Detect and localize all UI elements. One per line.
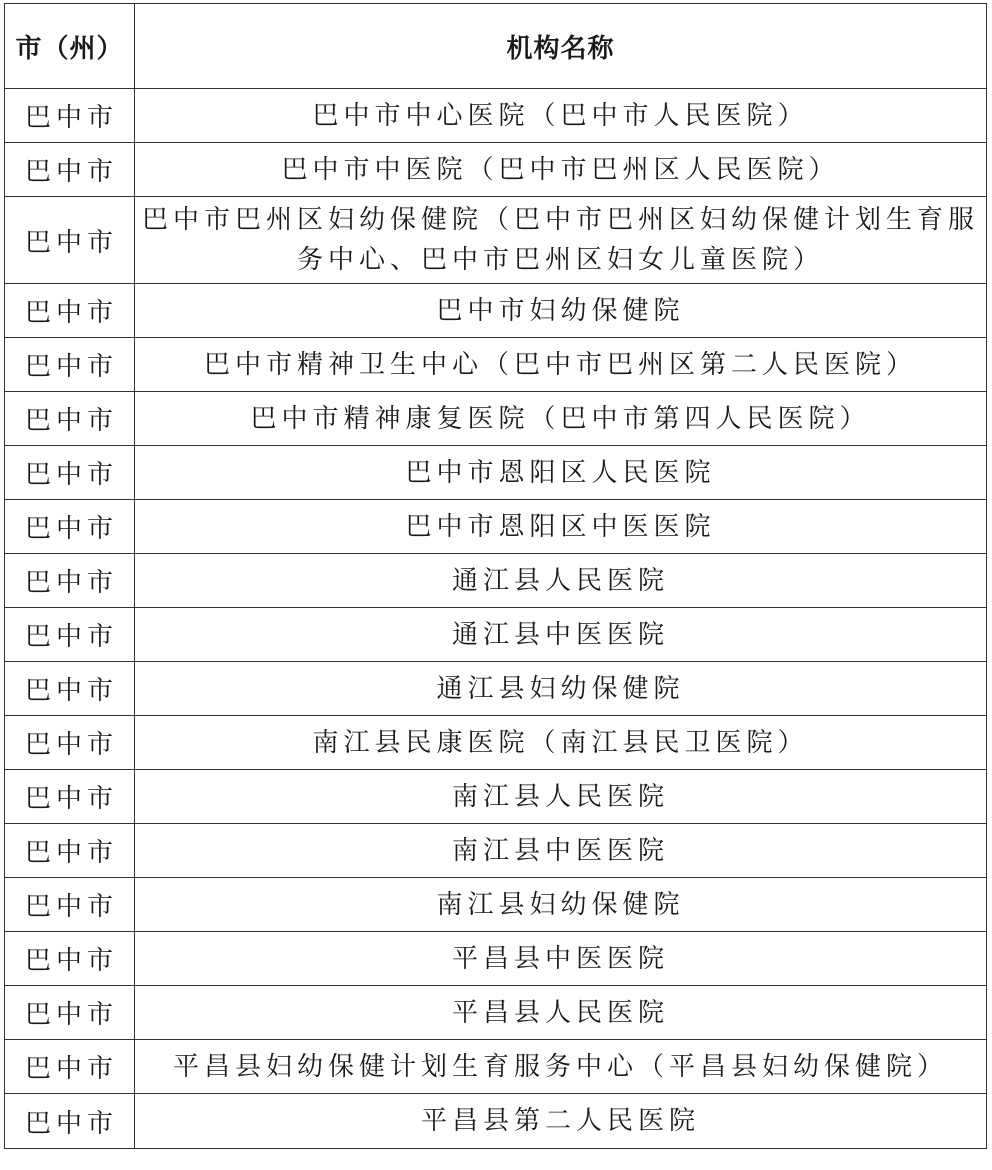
institution-name-cell: 南江县民康医院（南江县民卫医院）	[135, 716, 987, 770]
table-row	[5, 500, 987, 554]
institution-table	[4, 3, 987, 1149]
institution-name-cell: 平昌县妇幼保健计划生育服务中心（平昌县妇幼保健院）	[135, 1040, 987, 1094]
header-row	[5, 4, 987, 89]
institution-name-cell: 南江县中医医院	[135, 824, 987, 878]
institution-name-cell: 通江县妇幼保健院	[135, 662, 987, 716]
table-row	[5, 446, 987, 500]
institution-name-cell: 平昌县人民医院	[135, 986, 987, 1040]
table-row	[5, 986, 987, 1040]
city-cell: 巴中市	[5, 554, 135, 608]
institution-name-cell: 巴中市精神卫生中心（巴中市巴州区第二人民医院）	[135, 338, 987, 392]
institution-name-cell: 巴中市中心医院（巴中市人民医院）	[135, 89, 987, 143]
table-row	[5, 1094, 987, 1149]
institution-name-cell: 巴中市恩阳区人民医院	[135, 446, 987, 500]
institution-name-cell: 巴中市妇幼保健院	[135, 284, 987, 338]
city-cell: 巴中市	[5, 986, 135, 1040]
table-row	[5, 878, 987, 932]
table-row	[5, 554, 987, 608]
table-row	[5, 716, 987, 770]
table-row	[5, 770, 987, 824]
table-row	[5, 197, 987, 284]
city-cell: 巴中市	[5, 197, 135, 284]
institution-name-cell: 平昌县中医医院	[135, 932, 987, 986]
institution-name-cell: 通江县中医医院	[135, 608, 987, 662]
table-row	[5, 143, 987, 197]
institution-name-cell: 通江县人民医院	[135, 554, 987, 608]
city-cell: 巴中市	[5, 932, 135, 986]
city-cell: 巴中市	[5, 338, 135, 392]
institution-name-cell: 巴中市中医院（巴中市巴州区人民医院）	[135, 143, 987, 197]
table-row	[5, 284, 987, 338]
city-cell: 巴中市	[5, 878, 135, 932]
city-cell: 巴中市	[5, 662, 135, 716]
table-header	[5, 4, 987, 89]
city-cell: 巴中市	[5, 1040, 135, 1094]
institution-name-cell: 巴中市巴州区妇幼保健院（巴中市巴州区妇幼保健计划生育服务中心、巴中市巴州区妇女儿童医院）	[135, 197, 987, 284]
header-institution-name: 机构名称	[135, 4, 987, 89]
institution-name-cell: 南江县人民医院	[135, 770, 987, 824]
institution-name-cell: 南江县妇幼保健院	[135, 878, 987, 932]
table-body	[5, 89, 987, 1149]
city-cell: 巴中市	[5, 89, 135, 143]
table-row	[5, 608, 987, 662]
city-cell: 巴中市	[5, 284, 135, 338]
city-cell: 巴中市	[5, 1094, 135, 1149]
city-cell: 巴中市	[5, 500, 135, 554]
city-cell: 巴中市	[5, 824, 135, 878]
city-cell: 巴中市	[5, 446, 135, 500]
institution-name-cell: 平昌县第二人民医院	[135, 1094, 987, 1149]
table-row	[5, 338, 987, 392]
city-cell: 巴中市	[5, 716, 135, 770]
table-row	[5, 89, 987, 143]
institution-name-cell: 巴中市恩阳区中医医院	[135, 500, 987, 554]
city-cell: 巴中市	[5, 143, 135, 197]
city-cell: 巴中市	[5, 770, 135, 824]
table-row	[5, 824, 987, 878]
institution-name-cell: 巴中市精神康复医院（巴中市第四人民医院）	[135, 392, 987, 446]
city-cell: 巴中市	[5, 608, 135, 662]
header-city: 市（州）	[5, 4, 135, 89]
table-row	[5, 662, 987, 716]
table-row	[5, 1040, 987, 1094]
table-row	[5, 392, 987, 446]
city-cell: 巴中市	[5, 392, 135, 446]
table-row	[5, 932, 987, 986]
